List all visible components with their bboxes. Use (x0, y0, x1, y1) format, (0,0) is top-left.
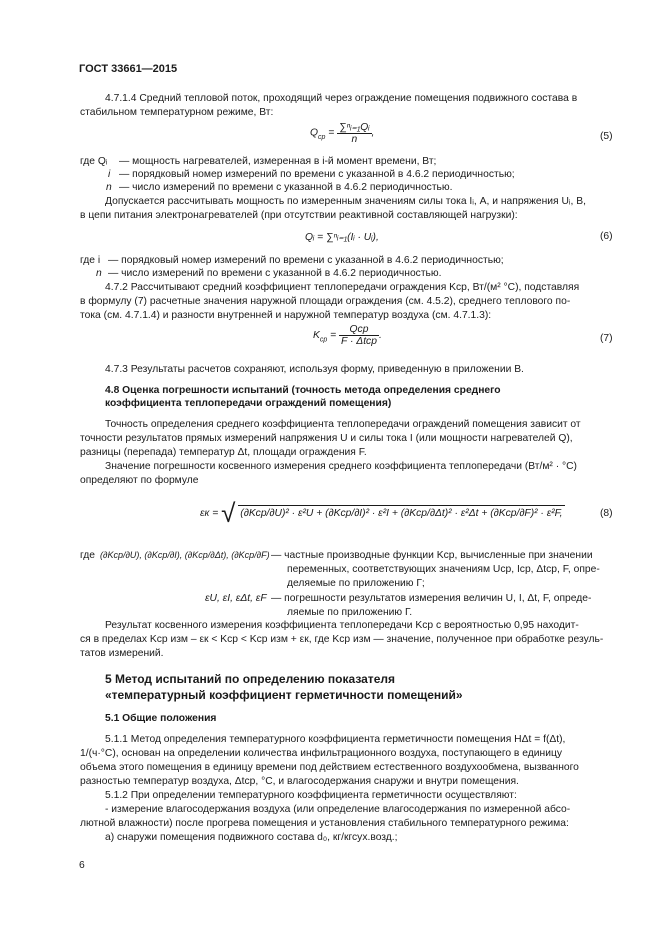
paragraph-power: Допускается рассчитывать мощность по измеренным значениям силы тока Iᵢ, А, и напряжения Uᵢ, В, (105, 196, 586, 207)
section-5-title-line1: 5 Метод испытаний по определению показателя (105, 672, 395, 686)
formula-5: $Q_{ср}$ = $\frac{\text{∑ⁿᵢ₌₁Qᵢ}}{n}$ , (310, 122, 375, 145)
paragraph-accuracy-line1: Точность определения среднего коэффициента теплопередачи ограждений помещения зависит от (105, 419, 581, 430)
where1-sym-2: n (106, 182, 112, 193)
paragraph-4-7-2-line3: тока (см. 4.7.1.4) и разности внутренней и наружной температур воздуха (см. 4.7.1.3): (80, 310, 492, 321)
formula-7: $K_{ср}$ = $\frac{\text{Qср}}{\text{F · Δtср}}$ . (313, 324, 382, 347)
where3-text-1-1: ляемые по приложению Г. (287, 607, 413, 618)
where1-sym-0: где Qᵢ (80, 156, 108, 167)
where3-sym-1: εU, εI, εΔt, εF (205, 593, 267, 604)
where3-text-0-0: — частные производные функции Kср, вычисленные при значении (271, 550, 593, 561)
where3-label: где (80, 550, 96, 561)
paragraph-result-line1: Результат косвенного измерения коэффициента теплопередачи Kср с вероятностью 0,95 находит- (105, 620, 579, 631)
formula-8-term-3: (∂Kср/∂F)² · ε²F (490, 508, 560, 519)
paragraph-5-1-1-line3: объема этого помещения в единицу времени под действием естественного воздухообмена, вызванного (80, 762, 579, 773)
paragraph-5-1-2-line3: лютной влажности) после прогрева помещения и установления стабильного температурного режима: (80, 818, 569, 829)
paragraph-5-1-2-line2: - измерение влагосодержания воздуха (или определение влагосодержания по измеренной абсо- (105, 804, 571, 815)
where3-sym-0: (∂Kср/∂U), (∂Kср/∂I), (∂Kср/∂Δt), (∂Kср/∂F) (100, 550, 270, 560)
paragraph-5-1-2-line4: а) снаружи помещения подвижного состава d₀, кг/кгсух.возд.; (105, 832, 398, 843)
paragraph-5-1-1-line4: разностью температур воздуха, Δtср, °С, и влагосодержания снаружи и внутри помещения. (80, 776, 519, 787)
paragraph-error-line2: определяют по формуле (80, 475, 199, 486)
formula-5-number: (5) (600, 131, 613, 142)
paragraph-4-7-1-4-cont: стабильном температурном режиме, Вт: (80, 107, 274, 118)
paragraph-power-cont: в цепи питания электронагревателей (при отсутствии реактивной составляющей нагрузки): (80, 210, 518, 221)
document-header: ГОСТ 33661—2015 (79, 63, 178, 75)
paragraph-5-1-1-line1: 5.1.1 Метод определения температурного коэффициента герметичности помещения HΔt = f(Δt), (105, 734, 566, 745)
formula-7-denominator: F · Δtср (341, 336, 377, 347)
section-5-title-line2: «температурный коэффициент герметичности помещений» (105, 688, 463, 702)
where2-sym-1: n (96, 268, 102, 279)
paragraph-4-7-2-line1: 4.7.2 Рассчитывают средний коэффициент теплопередачи ограждения Kср, Вт/(м² °C), подставляя (105, 282, 580, 293)
paragraph-4-7-3: 4.7.3 Результаты расчетов сохраняют, используя форму, приведенную в приложении В. (105, 364, 524, 375)
where1-text-0: — мощность нагревателей, измеренная в i-й момент времени, Вт; (119, 156, 437, 167)
formula-8-term-0: (∂Kср/∂U)² · ε²U (240, 508, 314, 519)
page-number: 6 (79, 860, 85, 871)
sqrt-sign: √ (221, 498, 236, 528)
formula-8: εк = √ (∂Kср/∂U)² · ε²U + (∂Kср/∂I)² · ε²I + (∂Kср/∂Δt)² · ε²Δt + (∂Kср/∂F)² · ε²F, (200, 498, 563, 528)
paragraph-error-line1: Значение погрешности косвенного измерения среднего коэффициента теплопередачи (Вт/м² · °С) (105, 461, 577, 472)
paragraph-accuracy-line2: точности результатов прямых измерений напряжения U и силы тока I (или мощности нагревателей Q), (80, 433, 573, 444)
heading-5-1: 5.1 Общие положения (105, 713, 217, 724)
formula-7-number: (7) (600, 333, 613, 344)
paragraph-4-7-1-4: 4.7.1.4 Средний тепловой поток, проходящий через ограждение помещения подвижного состава в (105, 93, 578, 104)
where1-text-1: — порядковый номер измерений по времени с указанной в 4.6.2 периодичностью; (119, 169, 515, 180)
formula-5-lhs: Q (310, 127, 319, 139)
where1-sym-1: i (108, 169, 111, 180)
formula-7-numerator: Qср (339, 324, 379, 336)
heading-4-8-line1: 4.8 Оценка погрешности испытаний (точность метода определения среднего (105, 385, 501, 396)
where2-text-0: — порядковый номер измерений по времени с указанной в 4.6.2 периодичностью; (108, 255, 504, 266)
formula-8-term-2: (∂Kср/∂Δt)² · ε²Δt (400, 508, 479, 519)
where3-text-1-0: — погрешности результатов измерения величин U, I, Δt, F, опреде- (271, 593, 592, 604)
where3-text-0-2: деляемые по приложению Г; (287, 578, 425, 589)
where2-text-1: — число измерений по времени с указанной в 4.6.2 периодичностью. (108, 268, 442, 279)
heading-4-8-line2: коэффициента теплопередачи ограждений помещения) (105, 398, 392, 409)
formula-8-term-1: (∂Kср/∂I)² · ε²I (325, 508, 389, 519)
formula-5-denominator: n (351, 134, 358, 145)
formula-6-number: (6) (600, 231, 613, 242)
formula-8-lhs: εк = (200, 508, 219, 519)
paragraph-result-line3: татов измерений. (80, 648, 164, 659)
where1-text-2: — число измерений по времени с указанной в 4.6.2 периодичностью. (119, 182, 453, 193)
paragraph-result-line2: ся в пределах Kср изм – εк < Kср < Kср изм + εк, где Kср изм — значение, полученное при обработке резуль- (80, 634, 604, 645)
paragraph-5-1-1-line2: 1/(ч·°С), основан на определении количества инфильтрационного воздуха, поступающего в единицу (80, 748, 563, 759)
paragraph-accuracy-line3: разницы (перепада) температур Δt, площади ограждения F. (80, 447, 367, 458)
formula-8-number: (8) (600, 508, 613, 519)
formula-5-numerator: ∑ⁿᵢ₌₁Qᵢ (339, 122, 370, 133)
formula-6: Qᵢ = ∑ⁿᵢ₌₁(Iᵢ · Uᵢ), (305, 232, 379, 243)
paragraph-5-1-2-line1: 5.1.2 При определении температурного коэффициента герметичности осуществляют: (105, 790, 517, 801)
where2-sym-0: где i (80, 255, 101, 266)
paragraph-4-7-2-line2: в формулу (7) расчетные значения наружной площади ограждения (см. 4.5.2), среднего теплового по- (80, 296, 571, 307)
where3-text-0-1: переменных, соответствующих значениям Uср, Iср, Δtср, F, опре- (287, 564, 600, 575)
